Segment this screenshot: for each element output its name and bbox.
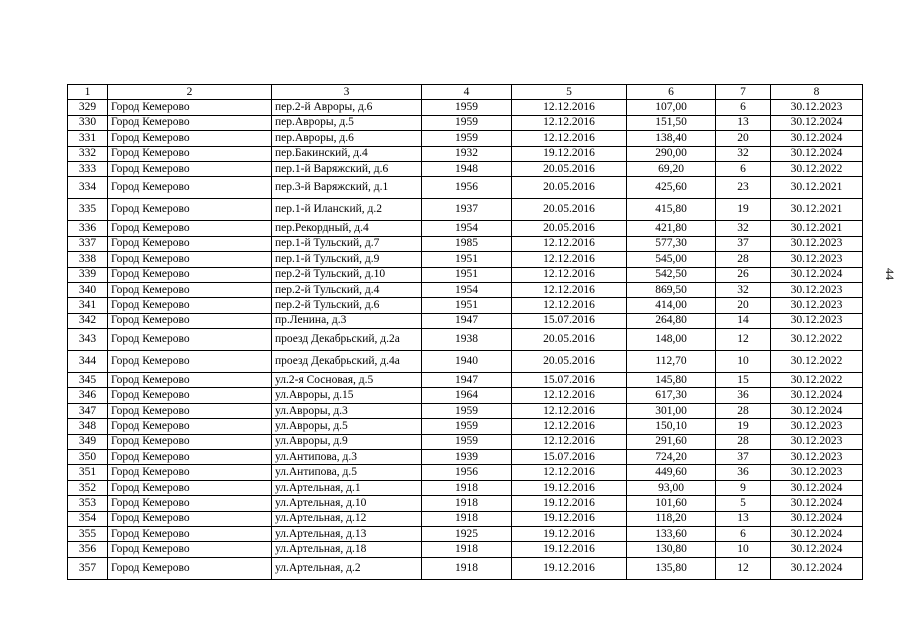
city-cell: Город Кемерово <box>108 282 272 297</box>
table-row <box>68 434 863 449</box>
address-cell: ул.Авроры, д.9 <box>272 434 422 449</box>
row-number: 349 <box>68 434 108 449</box>
date-cell: 12.12.2016 <box>512 298 627 313</box>
end-date-cell: 30.12.2022 <box>771 329 863 351</box>
address-cell: ул.Артельная, д.1 <box>272 480 422 495</box>
city-cell: Город Кемерово <box>108 557 272 579</box>
row-number: 336 <box>68 221 108 236</box>
city-cell: Город Кемерово <box>108 480 272 495</box>
row-number: 330 <box>68 115 108 130</box>
end-date-cell: 30.12.2023 <box>771 450 863 465</box>
year-cell: 1925 <box>422 526 512 541</box>
table-row <box>68 557 863 579</box>
year-cell: 1959 <box>422 419 512 434</box>
date-cell: 15.07.2016 <box>512 373 627 388</box>
housing-table <box>67 84 863 580</box>
city-cell: Город Кемерово <box>108 221 272 236</box>
end-date-cell: 30.12.2024 <box>771 388 863 403</box>
date-cell: 12.12.2016 <box>512 252 627 267</box>
year-cell: 1938 <box>422 329 512 351</box>
area-cell: 93,00 <box>627 480 716 495</box>
year-cell: 1964 <box>422 388 512 403</box>
city-cell: Город Кемерово <box>108 252 272 267</box>
row-number: 332 <box>68 146 108 161</box>
city-cell: Город Кемерово <box>108 115 272 130</box>
year-cell: 1918 <box>422 480 512 495</box>
count-cell: 10 <box>716 351 771 373</box>
count-cell: 12 <box>716 557 771 579</box>
table-row <box>68 236 863 251</box>
count-cell: 14 <box>716 313 771 328</box>
area-cell: 130,80 <box>627 542 716 557</box>
count-cell: 5 <box>716 496 771 511</box>
city-cell: Город Кемерово <box>108 450 272 465</box>
city-cell: Город Кемерово <box>108 465 272 480</box>
city-cell: Город Кемерово <box>108 329 272 351</box>
count-cell: 10 <box>716 542 771 557</box>
end-date-cell: 30.12.2024 <box>771 542 863 557</box>
row-number: 352 <box>68 480 108 495</box>
table-row <box>68 419 863 434</box>
end-date-cell: 30.12.2023 <box>771 313 863 328</box>
year-cell: 1959 <box>422 131 512 146</box>
address-cell: пер.1-й Варяжский, д.6 <box>272 161 422 176</box>
header-col-6: 6 <box>627 85 716 100</box>
city-cell: Город Кемерово <box>108 434 272 449</box>
table-row <box>68 313 863 328</box>
table-row <box>68 450 863 465</box>
area-cell: 617,30 <box>627 388 716 403</box>
end-date-cell: 30.12.2023 <box>771 282 863 297</box>
address-cell: ул.2-я Сосновая, д.5 <box>272 373 422 388</box>
table-row <box>68 199 863 221</box>
row-number: 334 <box>68 177 108 199</box>
year-cell: 1956 <box>422 177 512 199</box>
row-number: 354 <box>68 511 108 526</box>
year-cell: 1947 <box>422 373 512 388</box>
city-cell: Город Кемерово <box>108 298 272 313</box>
header-col-3: 3 <box>272 85 422 100</box>
end-date-cell: 30.12.2024 <box>771 403 863 418</box>
area-cell: 138,40 <box>627 131 716 146</box>
address-cell: пер.Авроры, д.6 <box>272 131 422 146</box>
end-date-cell: 30.12.2021 <box>771 199 863 221</box>
end-date-cell: 30.12.2024 <box>771 480 863 495</box>
end-date-cell: 30.12.2024 <box>771 511 863 526</box>
count-cell: 12 <box>716 329 771 351</box>
address-cell: пер.Авроры, д.5 <box>272 115 422 130</box>
count-cell: 37 <box>716 236 771 251</box>
date-cell: 15.07.2016 <box>512 450 627 465</box>
row-number: 348 <box>68 419 108 434</box>
address-cell: пер.1-й Иланский, д.2 <box>272 199 422 221</box>
end-date-cell: 30.12.2023 <box>771 298 863 313</box>
address-cell: ул.Антипова, д.3 <box>272 450 422 465</box>
year-cell: 1985 <box>422 236 512 251</box>
count-cell: 9 <box>716 480 771 495</box>
city-cell: Город Кемерово <box>108 419 272 434</box>
year-cell: 1954 <box>422 282 512 297</box>
count-cell: 13 <box>716 115 771 130</box>
count-cell: 15 <box>716 373 771 388</box>
table-body <box>68 100 863 579</box>
area-cell: 577,30 <box>627 236 716 251</box>
header-col-4: 4 <box>422 85 512 100</box>
table-header-row <box>68 85 863 100</box>
date-cell: 12.12.2016 <box>512 131 627 146</box>
end-date-cell: 30.12.2022 <box>771 373 863 388</box>
city-cell: Город Кемерово <box>108 177 272 199</box>
row-number: 356 <box>68 542 108 557</box>
row-number: 343 <box>68 329 108 351</box>
table-row <box>68 388 863 403</box>
end-date-cell: 30.12.2024 <box>771 557 863 579</box>
date-cell: 15.07.2016 <box>512 313 627 328</box>
address-cell: пер.Рекордный, д.4 <box>272 221 422 236</box>
year-cell: 1959 <box>422 434 512 449</box>
area-cell: 264,80 <box>627 313 716 328</box>
end-date-cell: 30.12.2024 <box>771 267 863 282</box>
row-number: 346 <box>68 388 108 403</box>
count-cell: 23 <box>716 177 771 199</box>
date-cell: 19.12.2016 <box>512 526 627 541</box>
table-row <box>68 161 863 176</box>
table-row <box>68 131 863 146</box>
date-cell: 20.05.2016 <box>512 351 627 373</box>
count-cell: 6 <box>716 526 771 541</box>
row-number: 342 <box>68 313 108 328</box>
area-cell: 291,60 <box>627 434 716 449</box>
end-date-cell: 30.12.2023 <box>771 252 863 267</box>
count-cell: 13 <box>716 511 771 526</box>
end-date-cell: 30.12.2024 <box>771 131 863 146</box>
table-row <box>68 526 863 541</box>
area-cell: 69,20 <box>627 161 716 176</box>
year-cell: 1940 <box>422 351 512 373</box>
year-cell: 1951 <box>422 252 512 267</box>
table-row <box>68 221 863 236</box>
row-number: 335 <box>68 199 108 221</box>
row-number: 355 <box>68 526 108 541</box>
end-date-cell: 30.12.2023 <box>771 236 863 251</box>
table-row <box>68 252 863 267</box>
area-cell: 145,80 <box>627 373 716 388</box>
row-number: 337 <box>68 236 108 251</box>
address-cell: пер.1-й Тульский, д.7 <box>272 236 422 251</box>
end-date-cell: 30.12.2023 <box>771 434 863 449</box>
area-cell: 148,00 <box>627 329 716 351</box>
row-number: 345 <box>68 373 108 388</box>
year-cell: 1959 <box>422 403 512 418</box>
count-cell: 6 <box>716 100 771 115</box>
year-cell: 1956 <box>422 465 512 480</box>
count-cell: 37 <box>716 450 771 465</box>
end-date-cell: 30.12.2021 <box>771 221 863 236</box>
date-cell: 20.05.2016 <box>512 221 627 236</box>
count-cell: 28 <box>716 403 771 418</box>
area-cell: 545,00 <box>627 252 716 267</box>
row-number: 351 <box>68 465 108 480</box>
city-cell: Город Кемерово <box>108 403 272 418</box>
row-number: 329 <box>68 100 108 115</box>
city-cell: Город Кемерово <box>108 199 272 221</box>
table-row <box>68 177 863 199</box>
year-cell: 1959 <box>422 100 512 115</box>
page-number: 44 <box>883 268 897 280</box>
address-cell: пер.3-й Варяжский, д.1 <box>272 177 422 199</box>
address-cell: пр.Ленина, д.3 <box>272 313 422 328</box>
date-cell: 12.12.2016 <box>512 267 627 282</box>
area-cell: 425,60 <box>627 177 716 199</box>
date-cell: 19.12.2016 <box>512 542 627 557</box>
address-cell: пер.2-й Тульский, д.6 <box>272 298 422 313</box>
area-cell: 290,00 <box>627 146 716 161</box>
table-row <box>68 100 863 115</box>
year-cell: 1939 <box>422 450 512 465</box>
address-cell: ул.Антипова, д.5 <box>272 465 422 480</box>
count-cell: 19 <box>716 419 771 434</box>
year-cell: 1918 <box>422 496 512 511</box>
end-date-cell: 30.12.2024 <box>771 115 863 130</box>
year-cell: 1951 <box>422 298 512 313</box>
header-col-5: 5 <box>512 85 627 100</box>
year-cell: 1918 <box>422 511 512 526</box>
address-cell: ул.Артельная, д.13 <box>272 526 422 541</box>
year-cell: 1918 <box>422 557 512 579</box>
count-cell: 6 <box>716 161 771 176</box>
header-col-7: 7 <box>716 85 771 100</box>
year-cell: 1951 <box>422 267 512 282</box>
table-row <box>68 480 863 495</box>
city-cell: Город Кемерово <box>108 100 272 115</box>
address-cell: проезд Декабрьский, д.2а <box>272 329 422 351</box>
date-cell: 20.05.2016 <box>512 329 627 351</box>
address-cell: пер.Бакинский, д.4 <box>272 146 422 161</box>
date-cell: 20.05.2016 <box>512 177 627 199</box>
area-cell: 415,80 <box>627 199 716 221</box>
row-number: 353 <box>68 496 108 511</box>
date-cell: 20.05.2016 <box>512 161 627 176</box>
city-cell: Город Кемерово <box>108 313 272 328</box>
year-cell: 1947 <box>422 313 512 328</box>
date-cell: 12.12.2016 <box>512 403 627 418</box>
end-date-cell: 30.12.2023 <box>771 100 863 115</box>
end-date-cell: 30.12.2023 <box>771 419 863 434</box>
table-row <box>68 282 863 297</box>
address-cell: пер.1-й Тульский, д.9 <box>272 252 422 267</box>
count-cell: 32 <box>716 221 771 236</box>
address-cell: ул.Авроры, д.15 <box>272 388 422 403</box>
date-cell: 19.12.2016 <box>512 496 627 511</box>
area-cell: 414,00 <box>627 298 716 313</box>
row-number: 333 <box>68 161 108 176</box>
area-cell: 150,10 <box>627 419 716 434</box>
table-row <box>68 329 863 351</box>
table-row <box>68 351 863 373</box>
address-cell: пер.2-й Тульский, д.10 <box>272 267 422 282</box>
table-row <box>68 403 863 418</box>
area-cell: 301,00 <box>627 403 716 418</box>
year-cell: 1954 <box>422 221 512 236</box>
address-cell: ул.Авроры, д.3 <box>272 403 422 418</box>
date-cell: 12.12.2016 <box>512 388 627 403</box>
address-cell: ул.Артельная, д.2 <box>272 557 422 579</box>
area-cell: 107,00 <box>627 100 716 115</box>
count-cell: 32 <box>716 282 771 297</box>
city-cell: Город Кемерово <box>108 511 272 526</box>
year-cell: 1937 <box>422 199 512 221</box>
end-date-cell: 30.12.2021 <box>771 177 863 199</box>
address-cell: пер.2-й Тульский, д.4 <box>272 282 422 297</box>
count-cell: 36 <box>716 465 771 480</box>
city-cell: Город Кемерово <box>108 161 272 176</box>
row-number: 340 <box>68 282 108 297</box>
row-number: 357 <box>68 557 108 579</box>
address-cell: ул.Артельная, д.18 <box>272 542 422 557</box>
table-row <box>68 373 863 388</box>
date-cell: 12.12.2016 <box>512 419 627 434</box>
end-date-cell: 30.12.2024 <box>771 146 863 161</box>
area-cell: 112,70 <box>627 351 716 373</box>
address-cell: ул.Авроры, д.5 <box>272 419 422 434</box>
area-cell: 118,20 <box>627 511 716 526</box>
end-date-cell: 30.12.2024 <box>771 526 863 541</box>
end-date-cell: 30.12.2022 <box>771 351 863 373</box>
count-cell: 20 <box>716 131 771 146</box>
table-row <box>68 115 863 130</box>
city-cell: Город Кемерово <box>108 526 272 541</box>
date-cell: 19.12.2016 <box>512 480 627 495</box>
date-cell: 12.12.2016 <box>512 434 627 449</box>
header-col-8: 8 <box>771 85 863 100</box>
city-cell: Город Кемерово <box>108 131 272 146</box>
header-col-1: 1 <box>68 85 108 100</box>
city-cell: Город Кемерово <box>108 267 272 282</box>
year-cell: 1959 <box>422 115 512 130</box>
city-cell: Город Кемерово <box>108 496 272 511</box>
row-number: 347 <box>68 403 108 418</box>
row-number: 341 <box>68 298 108 313</box>
table-row <box>68 298 863 313</box>
table-row <box>68 465 863 480</box>
count-cell: 28 <box>716 434 771 449</box>
city-cell: Город Кемерово <box>108 236 272 251</box>
row-number: 331 <box>68 131 108 146</box>
city-cell: Город Кемерово <box>108 388 272 403</box>
table-row <box>68 146 863 161</box>
city-cell: Город Кемерово <box>108 351 272 373</box>
count-cell: 20 <box>716 298 771 313</box>
end-date-cell: 30.12.2024 <box>771 496 863 511</box>
area-cell: 135,80 <box>627 557 716 579</box>
area-cell: 449,60 <box>627 465 716 480</box>
count-cell: 28 <box>716 252 771 267</box>
city-cell: Город Кемерово <box>108 373 272 388</box>
header-col-2: 2 <box>108 85 272 100</box>
date-cell: 12.12.2016 <box>512 100 627 115</box>
area-cell: 133,60 <box>627 526 716 541</box>
date-cell: 19.12.2016 <box>512 146 627 161</box>
area-cell: 542,50 <box>627 267 716 282</box>
year-cell: 1932 <box>422 146 512 161</box>
table-row <box>68 267 863 282</box>
row-number: 338 <box>68 252 108 267</box>
date-cell: 12.12.2016 <box>512 282 627 297</box>
date-cell: 20.05.2016 <box>512 199 627 221</box>
area-cell: 724,20 <box>627 450 716 465</box>
date-cell: 12.12.2016 <box>512 115 627 130</box>
address-cell: проезд Декабрьский, д.4а <box>272 351 422 373</box>
count-cell: 19 <box>716 199 771 221</box>
count-cell: 36 <box>716 388 771 403</box>
area-cell: 101,60 <box>627 496 716 511</box>
date-cell: 12.12.2016 <box>512 465 627 480</box>
table-row <box>68 542 863 557</box>
count-cell: 26 <box>716 267 771 282</box>
address-cell: ул.Артельная, д.12 <box>272 511 422 526</box>
date-cell: 12.12.2016 <box>512 236 627 251</box>
row-number: 339 <box>68 267 108 282</box>
date-cell: 19.12.2016 <box>512 557 627 579</box>
address-cell: ул.Артельная, д.10 <box>272 496 422 511</box>
table-row <box>68 511 863 526</box>
area-cell: 421,80 <box>627 221 716 236</box>
area-cell: 151,50 <box>627 115 716 130</box>
city-cell: Город Кемерово <box>108 542 272 557</box>
end-date-cell: 30.12.2023 <box>771 465 863 480</box>
table-row <box>68 496 863 511</box>
date-cell: 19.12.2016 <box>512 511 627 526</box>
year-cell: 1918 <box>422 542 512 557</box>
end-date-cell: 30.12.2022 <box>771 161 863 176</box>
address-cell: пер.2-й Авроры, д.6 <box>272 100 422 115</box>
count-cell: 32 <box>716 146 771 161</box>
row-number: 350 <box>68 450 108 465</box>
row-number: 344 <box>68 351 108 373</box>
year-cell: 1948 <box>422 161 512 176</box>
city-cell: Город Кемерово <box>108 146 272 161</box>
area-cell: 869,50 <box>627 282 716 297</box>
